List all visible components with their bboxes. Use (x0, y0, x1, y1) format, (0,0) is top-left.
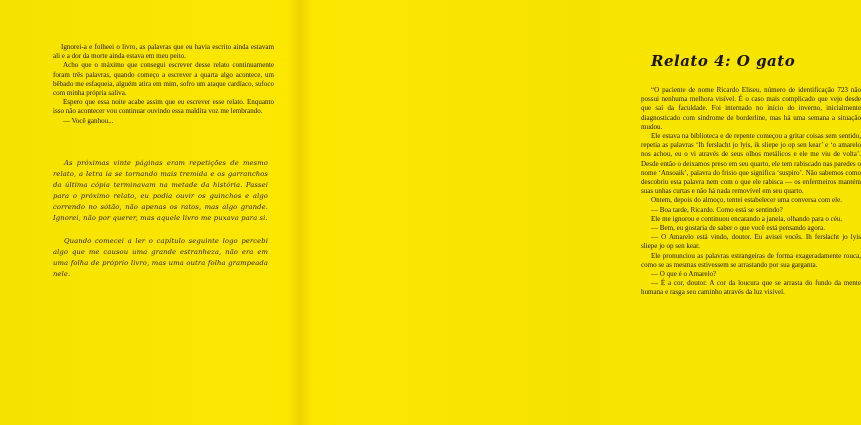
right-paragraph-1: “O paciente de nome Ricardo Eliseu, número de identificação 723 não possui nenhuma melhora visível. É o caso mais complicado que vejo desde que saí da faculdade. Foi internado no início do inverno, inicialmente diagnosticado com síndrome de borderline, mas há uma semana a situação mudou. (641, 86, 861, 131)
handwritten-paragraph-1: As próximas vinte páginas eram repetições de mesmo relato, a letra ia se tornando mais tremida e os garranchos da última cópia terminavam na metade da história. Passei para o próximo relato, eu podia ouvir os guinchos e algo correndo no sótão, não apenas os ratos, mas algo grande. Ignorei, não por querer, mas aquele livro me puxava para si. (53, 159, 268, 223)
right-paragraph-6: — Bem, eu gostaria de saber o que você está pensando agora. (651, 224, 825, 233)
left-text-block (53, 43, 274, 126)
right-paragraph-5: Ele me ignorou e continuou encarando a janela, olhando para o céu. (651, 214, 843, 223)
left-paragraph-4: — Você ganhou... (63, 116, 114, 125)
left-paragraph-3: Espero que essa noite acabe assim que eu escrever esse relato. Enquanto isso não acontecer vou continuar ouvindo essa maldita voz me lembrando. (53, 98, 274, 116)
right-text-block (641, 86, 861, 298)
right-paragraph-10: — É a cor, doutor. A cor da loucura que se arrasta do fundo da mente humana e rasga seu caminho através da luz visível. (641, 279, 861, 297)
right-paragraph-8: Ele pronunciou as palavras estrangeiras de forma exageradamente rouca, como se as mesmas estivessem se arrastando por sua garganta. (641, 251, 861, 269)
right-paragraph-7: — O Amarelo está vindo, doutor. Eu avisei vocês. Ih fersłacht jo lyis sliepe jo op sen kear. (641, 233, 861, 251)
right-paragraph-2: Ele estava na biblioteca e de repente começou a gritar coisas sem sentido, repetia as palavras ‘Ih fersłacht jo lyis, ik sliepe jo op sen kear’ e ‘o amarelo nos achou, eu o vi através de seus olhos metálicos e ele me viu de volta’. Desde então o deixamos preso em seu quarto, ele tem rabiscado nas paredes o nome ‘Ansoaik’, palavra do frisio que significa ‘suspiro’. Não sabemos como descobriu esta palavra nem com o que ele rabisca — os enfermeiros mantém suas unhas curtas e não há nada removível em seu quarto. (641, 132, 861, 196)
left-paragraph-2: Acho que o máximo que consegui escrever desse relato continuamente foram três palavras, quando começo a escrever a quarta algo acontece, um bêbado me esfaqueia, alguém atira em mim, sofro um ataque cardíaco, sufoco com minha própria saliva. (53, 61, 274, 98)
handwritten-paragraph-2: Quando comecei a ler o capítulo seguinte logo percebi algo que me causou uma grande estranheza, não era em uma folha de próprio livro, mas uma outra folha grampeada nele. (53, 237, 268, 279)
left-paragraph-1: Ignorei-a e folheei o livro, as palavras que eu havia escrito ainda estavam ali e a dor da morte ainda estava em meu peito. (53, 43, 274, 61)
chapter-title: Relato 4: O gato (651, 52, 796, 70)
right-paragraph-4: — Boa tarde, Ricardo. Como está se sentindo? (651, 205, 783, 214)
right-paragraph-9: — O que é o Amarelo? (651, 270, 717, 279)
left-page (0, 0, 300, 425)
right-paragraph-3: Ontem, depois do almoço, tentei estabelecer uma conversa com ele. (651, 196, 842, 205)
right-page (300, 0, 861, 425)
